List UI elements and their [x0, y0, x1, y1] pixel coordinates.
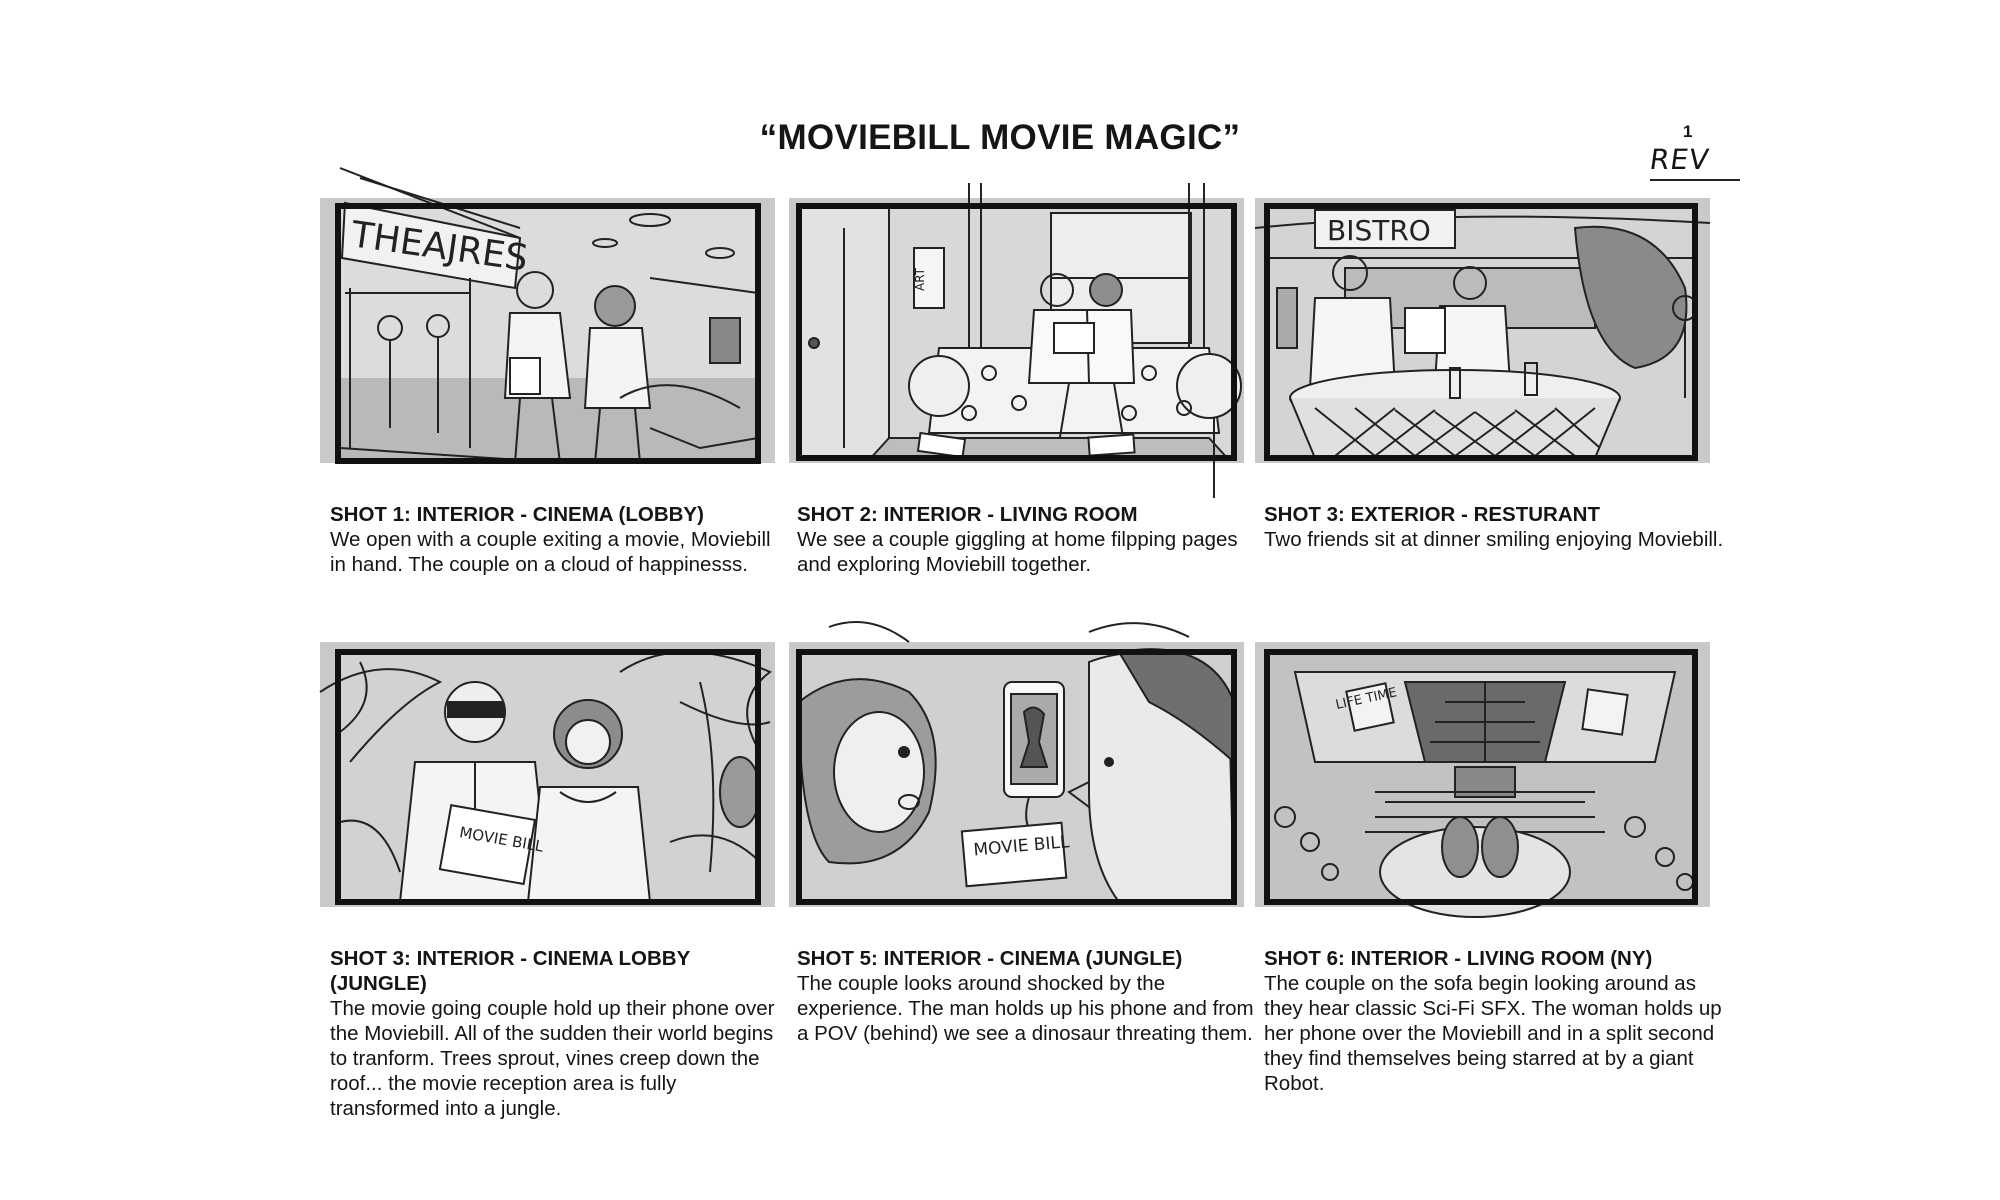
shot-2-caption	[797, 502, 1257, 577]
shot-1-caption	[330, 502, 790, 577]
shot-6-caption	[1264, 946, 1724, 1096]
shot-3-description: Two friends sit at dinner smiling enjoying Moviebill.	[1264, 528, 1724, 551]
shot-5-sketch	[789, 642, 1244, 907]
page-number: 1	[1683, 122, 1693, 141]
shot-4-caption	[330, 946, 790, 1121]
shot-1-heading: SHOT 1: INTERIOR - CINEMA (LOBBY)	[330, 503, 704, 526]
shot-3-heading: SHOT 3: EXTERIOR - RESTURANT	[1264, 503, 1600, 526]
shot-5-heading: SHOT 5: INTERIOR - CINEMA (JUNGLE)	[797, 947, 1183, 970]
shot-1-sketch	[320, 198, 775, 463]
shot-6-sketch	[1255, 642, 1710, 907]
shot-1-sketch-sign: THEAJRES	[348, 214, 531, 280]
shot-6-sketch-posters: LIFE TIME	[1334, 685, 1399, 713]
shot-4-heading: SHOT 3: INTERIOR - CINEMA LOBBY (JUNGLE)	[330, 947, 690, 995]
shot-5-description: The couple looks around shocked by the experience. The man holds up his phone and from a POV (behind) we see a dinosaur threating them.	[797, 972, 1254, 1045]
shot-2-heading: SHOT 2: INTERIOR - LIVING ROOM	[797, 503, 1138, 526]
revision-underline	[1650, 179, 1740, 181]
svg-text:ART: ART	[913, 267, 927, 291]
shot-5-caption	[797, 946, 1257, 1046]
storyboard-title: “MOVIEBILL MOVIE MAGIC”	[759, 118, 1241, 157]
shot-3-caption	[1264, 502, 1724, 552]
revision-mark: REV	[1647, 143, 1712, 176]
shot-4-description: The movie going couple hold up their phone over the Moviebill. All of the sudden their world begins to tranform. Trees sprout, vines creep down the roof... the movie reception area is fully transformed into a jungle.	[330, 997, 775, 1120]
shot-1-description: We open with a couple exiting a movie, Moviebill in hand. The couple on a cloud of happinesss.	[330, 528, 771, 576]
shot-3-sketch-sign: BISTRO	[1327, 214, 1431, 247]
shot-5-sketch-moviebill: MOVIE BILL	[972, 832, 1071, 861]
shot-4-sketch	[320, 642, 775, 907]
shot-6-description: The couple on the sofa begin looking around as they hear classic Sci-Fi SFX. The woman holds up her phone over the Moviebill and in a split second they find themselves being starred at by a giant Robot.	[1264, 972, 1722, 1095]
shot-3-sketch	[1255, 198, 1710, 463]
shot-2-sketch	[789, 198, 1244, 463]
shot-6-heading: SHOT 6: INTERIOR - LIVING ROOM (NY)	[1264, 947, 1653, 970]
shot-2-description: We see a couple giggling at home filpping pages and exploring Moviebill together.	[797, 528, 1238, 576]
shot-4-sketch-moviebill: MOVIE BILL	[458, 823, 545, 856]
